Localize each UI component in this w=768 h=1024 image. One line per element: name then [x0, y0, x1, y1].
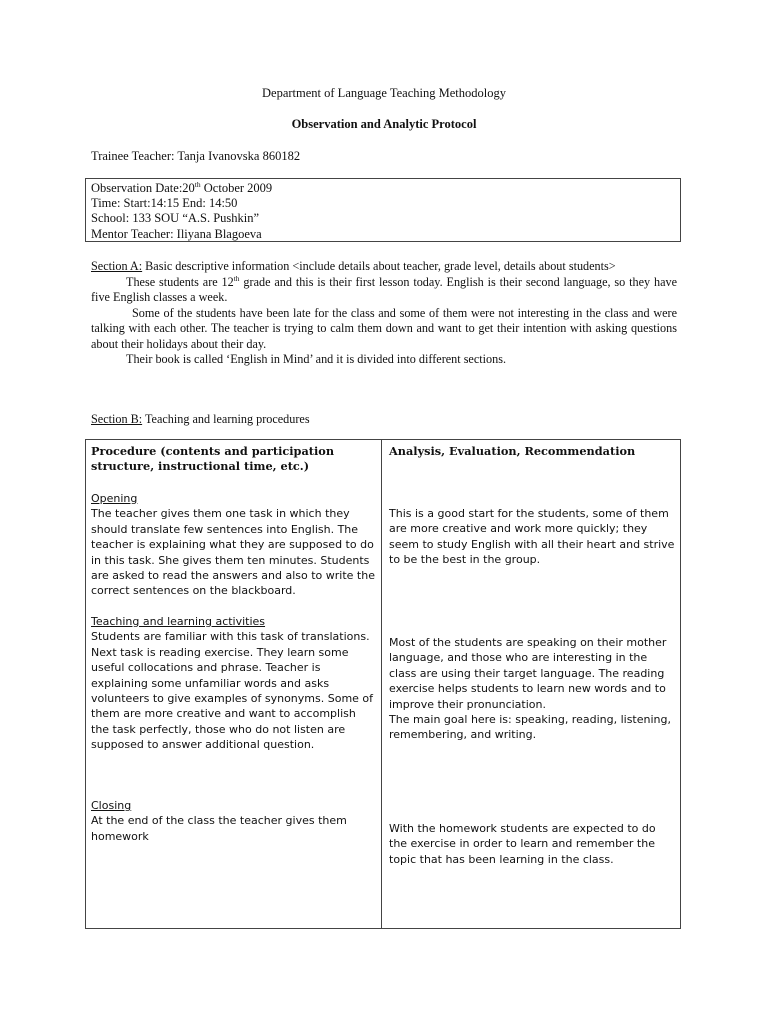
- closing-procedure: [91, 798, 375, 844]
- closing-title: Closing: [91, 799, 132, 812]
- observation-details-box: [85, 178, 681, 242]
- document-title: Observation and Analytic Protocol: [291, 117, 477, 131]
- opening-analysis: This is a good start for the students, some of them are more creative and work more quickly; they seem to study English with all their heart and strive to be the best in the group.: [389, 507, 675, 567]
- procedure-table: [85, 439, 681, 929]
- column-divider: [381, 440, 382, 928]
- section-b-heading: Section B: Teaching and learning procedures: [91, 412, 310, 426]
- section-a-paragraph-3: Their book is called ‘English in Mind’ and it is divided into different sections.: [126, 352, 507, 366]
- mentor-teacher: Mentor Teacher: Iliyana Blagoeva: [91, 226, 262, 241]
- observation-time: Time: Start:14:15 End: 14:50: [91, 196, 238, 211]
- opening-title: Opening: [91, 492, 138, 505]
- section-a-label: Section A:: [91, 259, 143, 273]
- activities-title: Teaching and learning activities: [91, 615, 266, 628]
- activities-analysis: [389, 635, 677, 743]
- department-heading: Department of Language Teaching Methodology: [262, 86, 506, 100]
- activities-procedure-text: Students are familiar with this task of translations. Next task is reading exercise. They learn some useful collocations and phrase. Teacher is explaining some unfamiliar words and asks volunteers to give examples of synonyms. Some of them are more creative and want to accomplish the task perfectly, those who do not listen are supposed to answer additional question.: [91, 630, 374, 752]
- procedure-column-header: Procedure (contents and participation structure, instructional time, etc.): [91, 444, 335, 474]
- observation-school: School: 133 SOU “A.S. Pushkin”: [91, 211, 260, 226]
- section-a-paragraph-1: These students are 12th grade and this is their first lesson today. English is their second language, so they have five English classes a week.: [91, 273, 677, 304]
- closing-analysis: With the homework students are expected to do the exercise in order to learn and remember the topic that has been learning in the class.: [389, 822, 656, 866]
- analysis-column-header: Analysis, Evaluation, Recommendation: [389, 444, 636, 458]
- observation-date: Observation Date:20th October 2009: [91, 180, 273, 195]
- section-a-heading: Section A: Basic descriptive information <include details about teacher, grade level, details about students>: [91, 259, 616, 273]
- section-b-label: Section B:: [91, 412, 143, 426]
- trainee-teacher-line: Trainee Teacher: Tanja Ivanovska 860182: [91, 149, 301, 163]
- closing-procedure-text: At the end of the class the teacher gives them homework: [91, 814, 347, 843]
- activities-main-goal: The main goal here is: speaking, reading, listening, remembering, and writing.: [389, 713, 671, 742]
- section-a: [91, 259, 677, 368]
- opening-procedure: [91, 491, 375, 599]
- activities-procedure: [91, 614, 375, 753]
- opening-procedure-text: The teacher gives them one task in which they should translate few sentences into English. The teacher is explaining what they are supposed to do in this task. She gives them ten minutes. Students are asked to read the answers and also to write the correct sentences on the blackboard.: [91, 507, 375, 598]
- activities-analysis-text: Most of the students are speaking on their mother language, and those who are interesting in the class are using their target language. The reading exercise helps students to learn new words and to improve their pronunciation.: [389, 636, 667, 711]
- section-a-paragraph-2: Some of the students have been late for the class and some of them were not interesting in the class and were talking with each other. The teacher is trying to calm them down and want to get their intention with asking questions about their holidays about their day.: [91, 305, 677, 351]
